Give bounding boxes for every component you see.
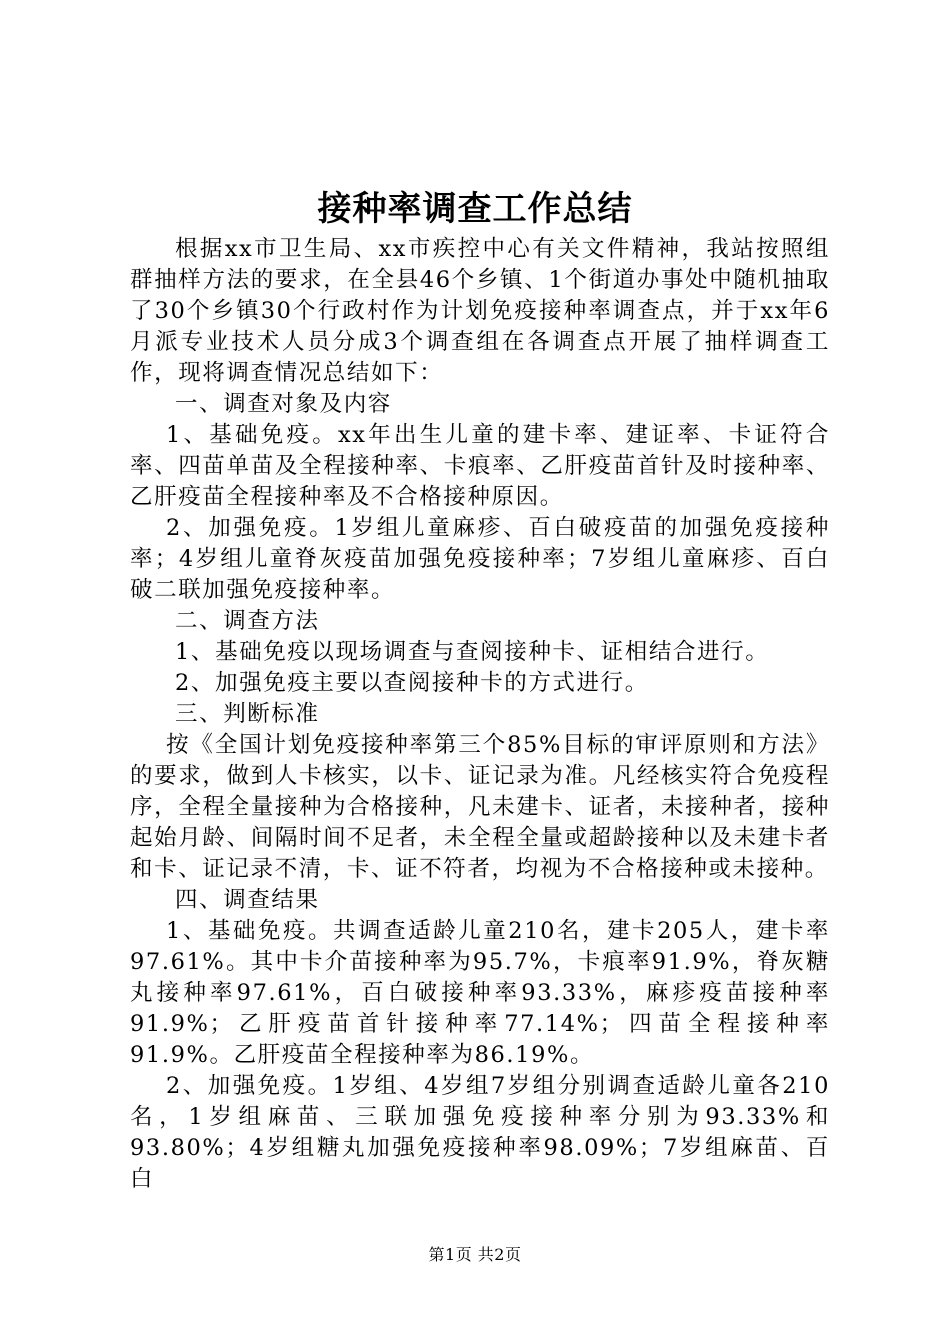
paragraph-criteria: 按《全国计划免疫接种率第三个85%目标的审评原则和方法》的要求，做到人卡核实，以卡、证记录为准。凡经核实符合免疫程序，全程全量接种为合格接种，凡未建卡、证者，未接种者，接种起始月龄、间隔时间不足者，未全程全量或超龄接种以及未建卡者和卡、证记录不清，卡、证不符者，均视为不合格接种或未接种。: [130, 732, 830, 882]
paragraph-basic-immunization-scope: 1、基础免疫。xx年出生儿童的建卡率、建证率、卡证符合率、四苗单苗及全程接种率、卡痕率、乙肝疫苗首针及时接种率、乙肝疫苗全程接种率及不合格接种原因。: [130, 422, 830, 510]
paragraph-booster-immunization-scope: 2、加强免疫。1岁组儿童麻疹、百白破疫苗的加强免疫接种率；4岁组儿童脊灰疫苗加强免疫接种率；7岁组儿童麻疹、百白破二联加强免疫接种率。: [130, 515, 830, 603]
section-heading-2: 二、调查方法: [175, 608, 320, 634]
paragraph-method-2: 2、加强免疫主要以查阅接种卡的方式进行。: [175, 670, 649, 696]
paragraph-result-basic: 1、基础免疫。共调查适龄儿童210名，建卡205人，建卡率97.61%。其中卡介苗接种率为95.7%，卡痕率91.9%，脊灰糖丸接种率97.61%，百白破接种率93.33%，麻疹疫苗接种率91.9%；乙肝疫苗首针接种率77.14%；四苗全程接种率91.9%。乙肝疫苗全程接种率为86.19%。: [130, 918, 830, 1068]
paragraph-intro: 根据xx市卫生局、xx市疾控中心有关文件精神，我站按照组群抽样方法的要求，在全县46个乡镇、1个街道办事处中随机抽取了30个乡镇30个行政村作为计划免疫接种率调查点，并于xx年6月派专业技术人员分成3个调查组在各调查点开展了抽样调查工作，现将调查情况总结如下：: [130, 236, 830, 386]
section-heading-4: 四、调查结果: [175, 887, 320, 913]
paragraph-method-1: 1、基础免疫以现场调查与查阅接种卡、证相结合进行。: [175, 639, 770, 665]
document-title: 接种率调查工作总结: [317, 189, 633, 229]
page-footer: 第1页 共2页: [428, 1245, 522, 1264]
section-heading-1: 一、调查对象及内容: [175, 391, 392, 417]
paragraph-result-booster: 2、加强免疫。1岁组、4岁组7岁组分别调查适龄儿童各210名，1岁组麻苗、三联加强免疫接种率分别为93.33%和93.80%；4岁组糖丸加强免疫接种率98.09%；7岁组麻苗、百白: [130, 1073, 830, 1192]
section-heading-3: 三、判断标准: [175, 701, 320, 727]
document-body: [130, 234, 830, 1195]
